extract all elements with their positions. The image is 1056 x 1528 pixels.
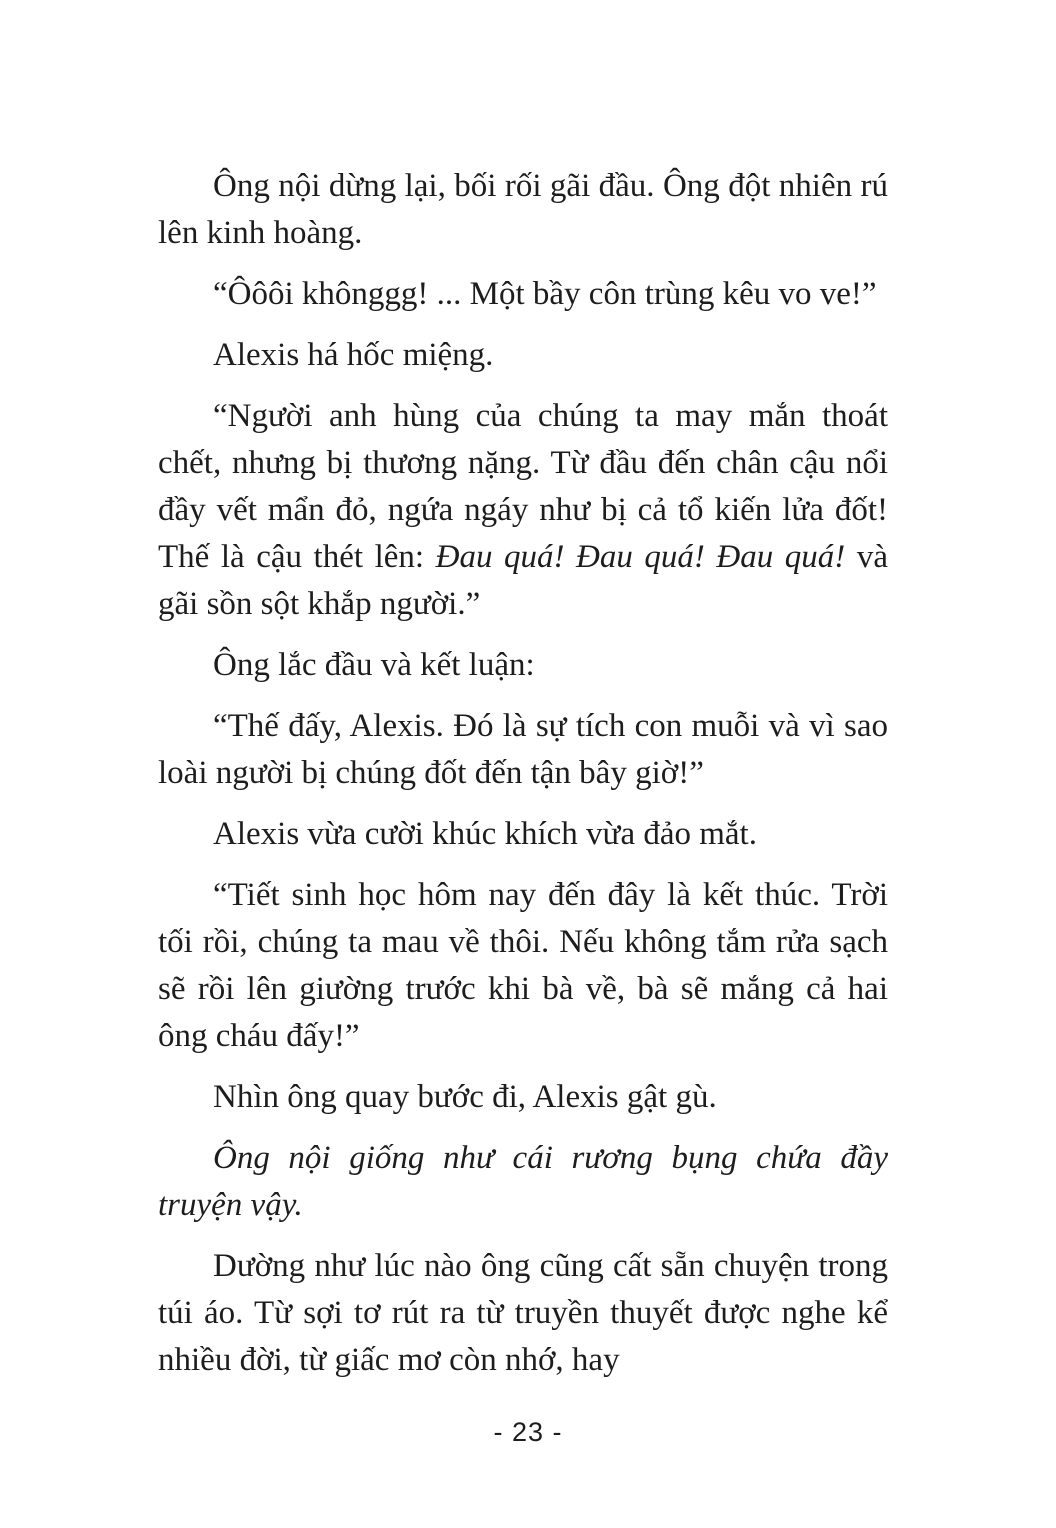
page-text-block xyxy=(158,163,888,1384)
text-run: Dường như lúc nào ông cũng cất sẵn chuyện trong túi áo. Từ sợi tơ rút ra từ truyền thuyết được nghe kể nhiều đời, từ giấc mơ còn nhớ, hay xyxy=(158,1248,888,1378)
text-run: “Ôôôi khônggg! ... Một bầy côn trùng kêu vo ve!” xyxy=(213,276,877,312)
paragraph xyxy=(158,163,888,257)
italic-text-run: Ông nội giống như cái rương bụng chứa đầy truyện vậy. xyxy=(158,1140,888,1223)
paragraph xyxy=(158,271,888,318)
text-run: Nhìn ông quay bước đi, Alexis gật gù. xyxy=(213,1079,717,1115)
paragraph xyxy=(158,811,888,858)
page-number: - 23 - xyxy=(493,1417,563,1447)
paragraph xyxy=(158,872,888,1060)
text-run: và gãi sồn sột khắp người.” xyxy=(158,539,888,622)
paragraph xyxy=(158,703,888,797)
text-run: “Thế đấy, Alexis. Đó là sự tích con muỗi và vì sao loài người bị chúng đốt đến tận bây giờ!” xyxy=(158,708,888,791)
paragraph xyxy=(158,1135,888,1229)
text-run: “Tiết sinh học hôm nay đến đây là kết thúc. Trời tối rồi, chúng ta mau về thôi. Nếu không tắm rửa sạch sẽ rồi lên giường trước khi bà về, bà sẽ mắng cả hai ông cháu đấy!” xyxy=(158,877,888,1054)
text-run: Alexis há hốc miệng. xyxy=(213,337,494,373)
paragraph xyxy=(158,642,888,689)
text-run: Ông lắc đầu và kết luận: xyxy=(213,647,535,683)
text-run: Alexis vừa cười khúc khích vừa đảo mắt. xyxy=(213,816,757,852)
italic-text-run: Đau quá! Đau quá! Đau quá! xyxy=(435,539,846,575)
paragraph xyxy=(158,332,888,379)
text-run: Ông nội dừng lại, bối rối gãi đầu. Ông đột nhiên rú lên kinh hoàng. xyxy=(158,168,888,251)
text-run: “Người anh hùng của chúng ta may mắn thoát chết, nhưng bị thương nặng. Từ đầu đến chân cậu nổi đầy vết mẩn đỏ, ngứa ngáy như bị cả tổ kiến lửa đốt! Thế là cậu thét lên: xyxy=(158,398,888,575)
paragraph xyxy=(158,1074,888,1121)
paragraph xyxy=(158,1243,888,1384)
paragraph xyxy=(158,393,888,628)
